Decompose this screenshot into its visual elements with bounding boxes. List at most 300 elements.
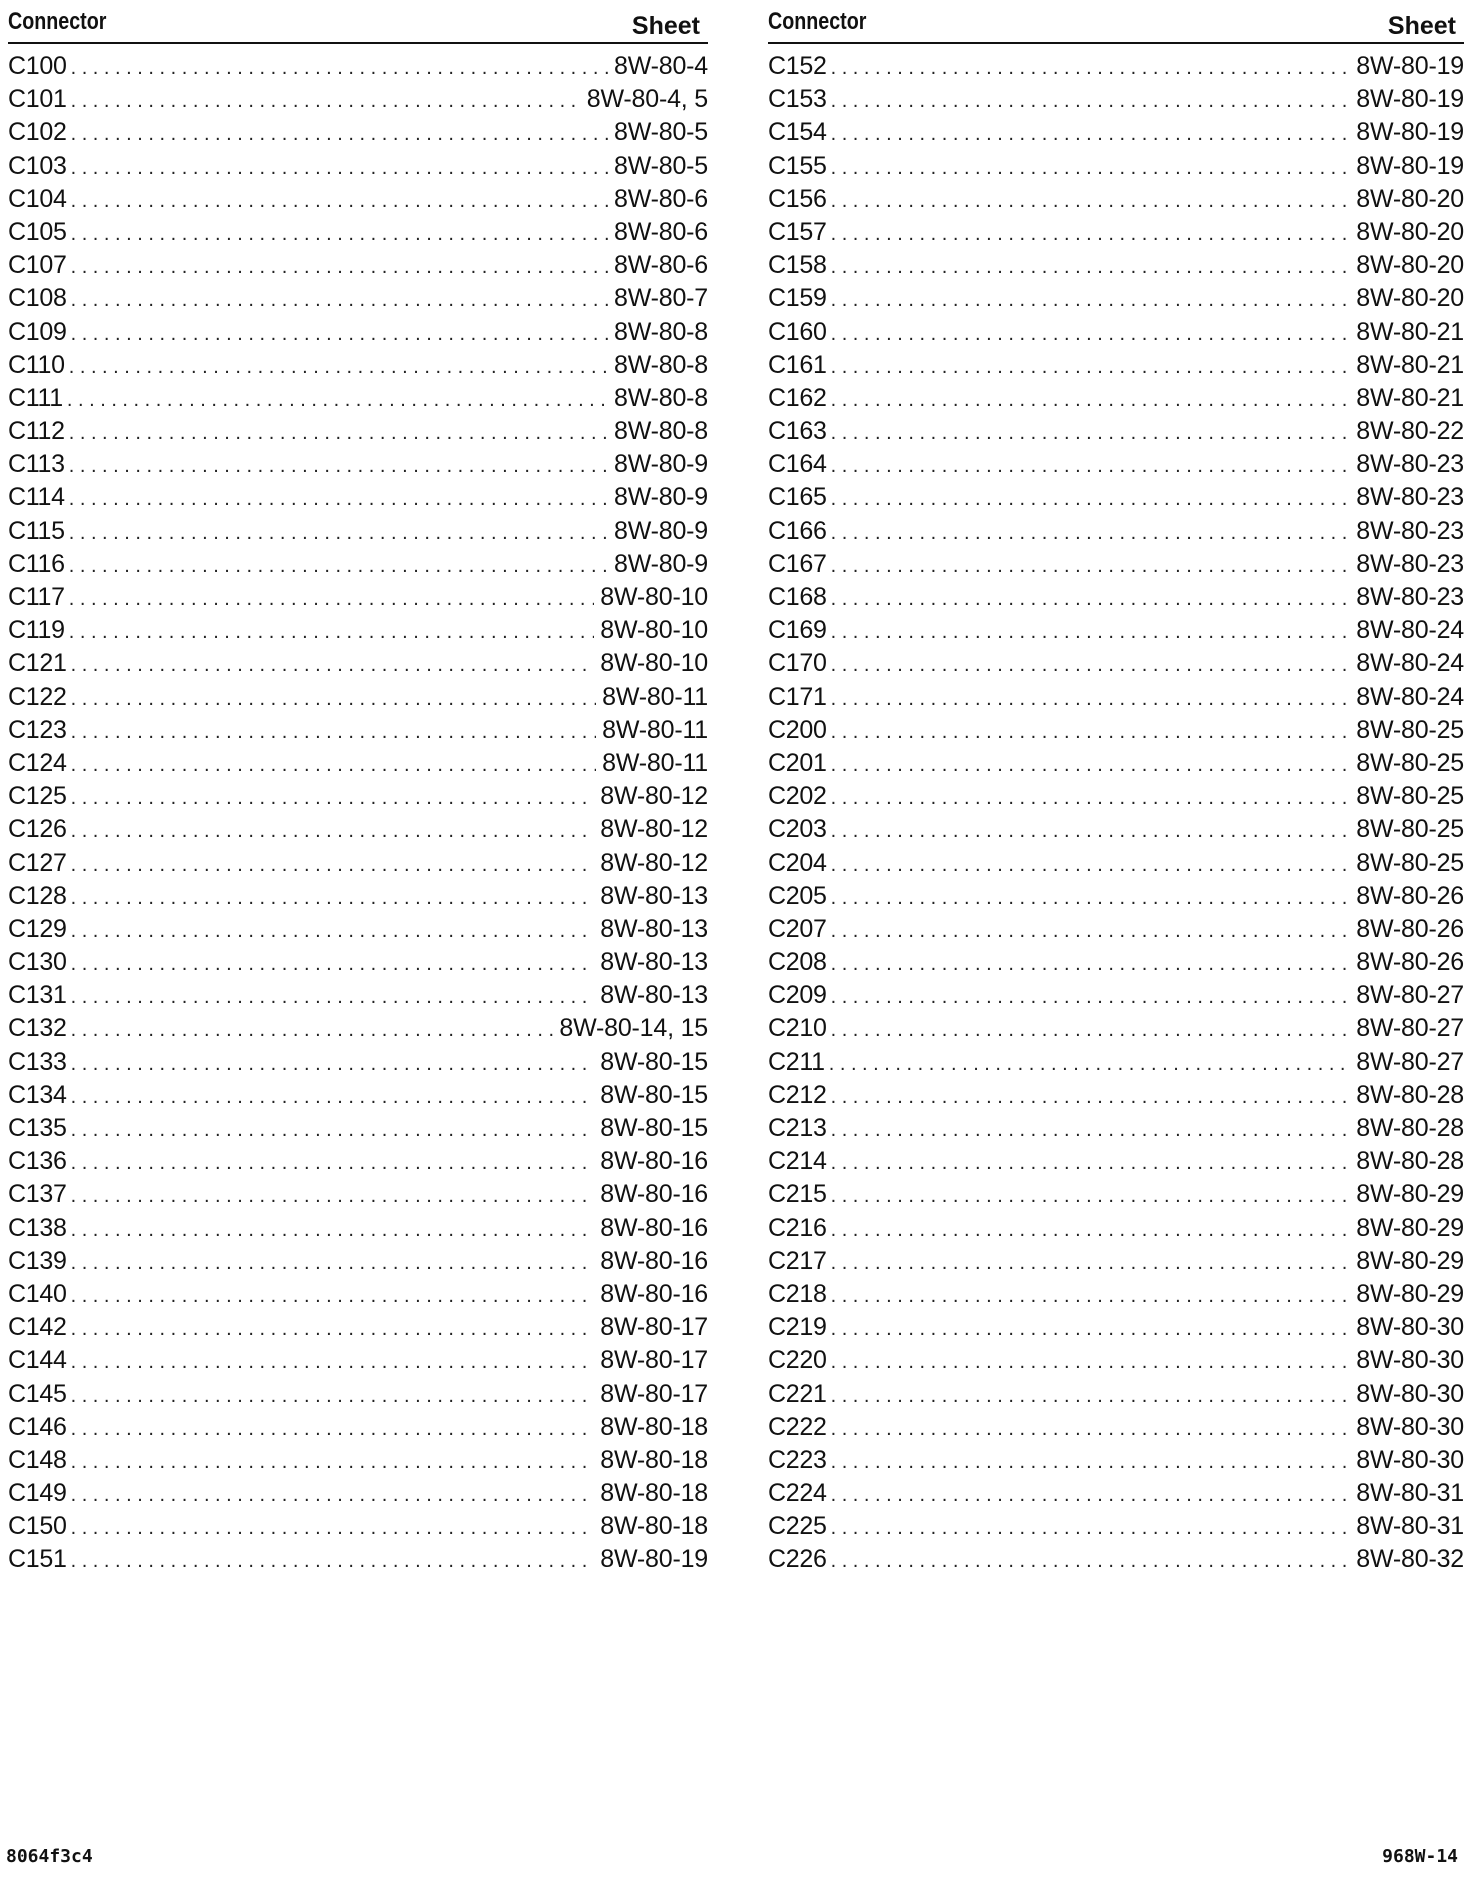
dot-leader	[831, 152, 1351, 183]
sheet-reference: 8W-80-28	[1356, 1114, 1464, 1142]
connector-row	[768, 1245, 1464, 1278]
dot-leader	[71, 1512, 595, 1543]
sheet-reference: 8W-80-23	[1356, 549, 1464, 578]
dot-leader	[71, 1313, 595, 1344]
dot-leader	[831, 1446, 1351, 1477]
connector-row	[8, 780, 708, 813]
connector-id: C134	[8, 1080, 67, 1109]
connector-row	[768, 382, 1464, 415]
connector-id: C225	[768, 1512, 827, 1541]
sheet-reference: 8W-80-32	[1356, 1545, 1464, 1574]
connector-row	[768, 1378, 1464, 1411]
connector-row	[768, 581, 1464, 614]
connector-row	[8, 548, 708, 581]
sheet-reference: 8W-80-30	[1356, 1313, 1464, 1342]
connector-row	[8, 847, 708, 880]
dot-leader	[71, 915, 595, 946]
connector-id: C126	[8, 815, 67, 844]
connector-id: C131	[8, 981, 67, 1010]
sheet-reference: 8W-80-8	[613, 417, 708, 446]
connector-row	[8, 714, 708, 747]
dot-leader	[71, 85, 581, 116]
footer-page-number: 968W-14	[1382, 1846, 1458, 1867]
connector-id: C107	[8, 251, 67, 280]
sheet-reference: 8W-80-9	[613, 450, 708, 479]
dot-leader	[831, 749, 1351, 780]
dot-leader	[71, 1014, 554, 1045]
connector-row	[8, 481, 708, 514]
dot-leader	[69, 417, 608, 448]
connector-id: C109	[8, 317, 67, 346]
connector-id: C203	[768, 815, 827, 844]
connector-id: C222	[768, 1412, 827, 1441]
dot-leader	[831, 517, 1351, 548]
sheet-reference: 8W-80-15	[600, 1047, 708, 1076]
dot-leader	[69, 583, 595, 614]
dot-leader	[831, 185, 1351, 216]
sheet-reference: 8W-80-25	[1356, 715, 1464, 744]
sheet-reference: 8W-80-19	[600, 1545, 708, 1574]
connector-id: C169	[768, 616, 827, 645]
dot-leader	[71, 1346, 595, 1377]
sheet-reference: 8W-80-11	[602, 715, 708, 744]
connector-id: C105	[8, 217, 67, 246]
dot-leader	[71, 152, 608, 183]
connector-id: C122	[8, 682, 67, 711]
dot-leader	[831, 1180, 1351, 1211]
sheet-reference: 8W-80-14, 15	[559, 1014, 708, 1043]
connector-row	[8, 1112, 708, 1145]
sheet-reference: 8W-80-18	[600, 1445, 708, 1474]
connector-row	[8, 1378, 708, 1411]
sheet-reference: 8W-80-17	[600, 1313, 708, 1342]
connector-row	[8, 1444, 708, 1477]
connector-id: C207	[768, 914, 827, 943]
connector-row	[8, 1046, 708, 1079]
sheet-reference: 8W-80-6	[613, 217, 708, 246]
connector-id: C217	[768, 1246, 827, 1275]
sheet-reference: 8W-80-25	[1356, 815, 1464, 844]
dot-leader	[71, 649, 595, 680]
connector-id: C119	[8, 616, 65, 645]
dot-leader	[71, 52, 608, 83]
connector-row	[8, 913, 708, 946]
connector-id: C216	[768, 1213, 827, 1242]
dot-leader	[71, 882, 595, 913]
connector-id: C211	[768, 1047, 825, 1076]
connector-id: C170	[768, 649, 827, 678]
connector-id: C202	[768, 782, 827, 811]
dot-leader	[71, 1545, 595, 1576]
connector-id: C124	[8, 748, 67, 777]
sheet-reference: 8W-80-24	[1356, 616, 1464, 645]
connector-row	[768, 681, 1464, 714]
dot-leader	[71, 948, 595, 979]
sheet-reference: 8W-80-15	[600, 1114, 708, 1142]
dot-leader	[831, 782, 1351, 813]
connector-id: C110	[8, 350, 65, 379]
dot-leader	[71, 1280, 595, 1311]
sheet-reference: 8W-80-16	[600, 1147, 708, 1176]
dot-leader	[71, 1446, 595, 1477]
sheet-reference: 8W-80-30	[1356, 1379, 1464, 1408]
connector-row	[8, 349, 708, 382]
connector-row	[768, 548, 1464, 581]
dot-leader	[71, 1214, 595, 1245]
dot-leader	[831, 1346, 1351, 1377]
sheet-reference: 8W-80-23	[1356, 450, 1464, 479]
dot-leader	[831, 284, 1351, 315]
sheet-reference: 8W-80-26	[1356, 881, 1464, 910]
connector-row	[8, 880, 708, 913]
dot-leader	[71, 815, 595, 846]
connector-id: C153	[768, 85, 827, 114]
sheet-reference: 8W-80-31	[1356, 1479, 1464, 1508]
connector-id: C137	[8, 1180, 67, 1209]
connector-row	[768, 1145, 1464, 1178]
connector-row	[768, 1510, 1464, 1543]
sheet-reference: 8W-80-9	[613, 483, 708, 512]
connector-id: C136	[8, 1147, 67, 1176]
sheet-reference: 8W-80-7	[613, 284, 708, 313]
connector-id: C163	[768, 417, 827, 446]
dot-leader	[831, 1512, 1351, 1543]
connector-id: C121	[8, 649, 67, 678]
connector-id: C219	[768, 1313, 827, 1342]
connector-row	[768, 1012, 1464, 1045]
connector-id: C161	[768, 350, 827, 379]
connector-row	[768, 813, 1464, 846]
dot-leader	[71, 218, 608, 249]
connector-id: C135	[8, 1114, 67, 1142]
sheet-header: Sheet	[631, 12, 700, 40]
dot-leader	[831, 1247, 1351, 1278]
connector-id: C168	[768, 583, 827, 611]
dot-leader	[831, 318, 1351, 349]
sheet-reference: 8W-80-9	[613, 516, 708, 545]
dot-leader	[71, 118, 608, 149]
sheet-reference: 8W-80-22	[1356, 417, 1464, 446]
sheet-reference: 8W-80-15	[600, 1080, 708, 1109]
dot-leader	[831, 1545, 1351, 1576]
connector-row	[8, 1145, 708, 1178]
connector-id: C201	[768, 748, 827, 777]
connector-row	[768, 1477, 1464, 1510]
connector-row	[8, 216, 708, 249]
sheet-reference: 8W-80-24	[1356, 682, 1464, 711]
dot-leader	[71, 1479, 595, 1510]
sheet-reference: 8W-80-6	[613, 251, 708, 280]
sheet-reference: 8W-80-29	[1356, 1213, 1464, 1242]
sheet-reference: 8W-80-21	[1356, 383, 1464, 412]
connector-row	[8, 747, 708, 780]
dot-leader	[831, 118, 1351, 149]
sheet-reference: 8W-80-21	[1356, 350, 1464, 379]
dot-leader	[71, 1048, 595, 1079]
connector-row	[768, 415, 1464, 448]
connector-row	[768, 316, 1464, 349]
column-header	[768, 0, 1464, 44]
connector-id: C125	[8, 782, 67, 811]
sheet-reference: 8W-80-13	[600, 914, 708, 943]
sheet-reference: 8W-80-8	[613, 383, 708, 412]
connector-id: C208	[768, 948, 827, 977]
connector-id: C223	[768, 1445, 827, 1474]
connector-id: C167	[768, 549, 827, 578]
sheet-reference: 8W-80-4	[613, 52, 708, 80]
connector-header: Connector	[768, 8, 867, 35]
dot-leader	[831, 384, 1351, 415]
connector-row	[8, 1245, 708, 1278]
connector-row	[768, 913, 1464, 946]
connector-id: C129	[8, 914, 67, 943]
connector-id: C156	[768, 184, 827, 213]
sheet-reference: 8W-80-19	[1356, 85, 1464, 114]
sheet-reference: 8W-80-20	[1356, 284, 1464, 313]
dot-leader	[831, 1413, 1351, 1444]
connector-id: C148	[8, 1445, 67, 1474]
connector-id: C171	[768, 682, 827, 711]
sheet-reference: 8W-80-19	[1356, 151, 1464, 180]
connector-row	[768, 1311, 1464, 1344]
sheet-reference: 8W-80-8	[613, 350, 708, 379]
connector-header: Connector	[8, 8, 107, 35]
connector-row	[8, 647, 708, 680]
dot-leader	[831, 1081, 1351, 1112]
connector-row	[768, 183, 1464, 216]
connector-row	[768, 614, 1464, 647]
sheet-reference: 8W-80-27	[1356, 1014, 1464, 1043]
sheet-reference: 8W-80-18	[600, 1412, 708, 1441]
connector-row	[8, 116, 708, 149]
dot-leader	[71, 1380, 595, 1411]
connector-row	[8, 614, 708, 647]
connector-row	[8, 150, 708, 183]
dot-leader	[831, 583, 1351, 614]
connector-row	[768, 116, 1464, 149]
connector-id: C162	[768, 383, 827, 412]
connector-row	[8, 83, 708, 116]
sheet-reference: 8W-80-11	[602, 748, 708, 777]
connector-row	[8, 1477, 708, 1510]
connector-id: C221	[768, 1379, 827, 1408]
connector-id: C113	[8, 450, 65, 479]
connector-row	[8, 183, 708, 216]
dot-leader	[69, 517, 608, 548]
connector-row	[768, 1079, 1464, 1112]
connector-id: C130	[8, 948, 67, 977]
dot-leader	[831, 683, 1351, 714]
dot-leader	[71, 683, 597, 714]
connector-row	[768, 216, 1464, 249]
sheet-reference: 8W-80-4, 5	[586, 85, 708, 114]
dot-leader	[831, 218, 1351, 249]
dot-leader	[831, 649, 1351, 680]
sheet-reference: 8W-80-8	[613, 317, 708, 346]
dot-leader	[71, 1180, 595, 1211]
connector-id: C200	[768, 715, 827, 744]
connector-id: C220	[768, 1346, 827, 1375]
connector-row	[8, 1012, 708, 1045]
connector-list	[768, 50, 1464, 1577]
connector-row	[768, 1112, 1464, 1145]
connector-id: C215	[768, 1180, 827, 1209]
sheet-header: Sheet	[1387, 12, 1456, 40]
connector-row	[768, 1411, 1464, 1444]
connector-row	[768, 780, 1464, 813]
dot-leader	[67, 384, 608, 415]
sheet-reference: 8W-80-27	[1356, 1047, 1464, 1076]
connector-row	[768, 448, 1464, 481]
dot-leader	[831, 981, 1351, 1012]
sheet-reference: 8W-80-29	[1356, 1246, 1464, 1275]
connector-row	[8, 1411, 708, 1444]
connector-row	[768, 1278, 1464, 1311]
connector-id: C204	[768, 848, 827, 877]
connector-id: C100	[8, 52, 67, 80]
connector-id: C103	[8, 151, 67, 180]
sheet-reference: 8W-80-28	[1356, 1147, 1464, 1176]
connector-row	[8, 1278, 708, 1311]
connector-row	[768, 880, 1464, 913]
connector-id: C209	[768, 981, 827, 1010]
dot-leader	[831, 1380, 1351, 1411]
connector-row	[8, 1510, 708, 1543]
dot-leader	[831, 882, 1351, 913]
connector-id: C139	[8, 1246, 67, 1275]
dot-leader	[71, 185, 608, 216]
connector-row	[8, 1344, 708, 1377]
dot-leader	[831, 483, 1351, 514]
sheet-reference: 8W-80-26	[1356, 948, 1464, 977]
dot-leader	[831, 948, 1351, 979]
connector-id: C157	[768, 217, 827, 246]
sheet-reference: 8W-80-6	[613, 184, 708, 213]
connector-row	[768, 847, 1464, 880]
dot-leader	[831, 417, 1351, 448]
sheet-reference: 8W-80-26	[1356, 914, 1464, 943]
dot-leader	[831, 1313, 1351, 1344]
connector-row	[8, 979, 708, 1012]
connector-id: C108	[8, 284, 67, 313]
connector-row	[8, 415, 708, 448]
sheet-reference: 8W-80-16	[600, 1279, 708, 1308]
connector-row	[768, 946, 1464, 979]
dot-leader	[831, 616, 1351, 647]
connector-id: C155	[768, 151, 827, 180]
dot-leader	[831, 1479, 1351, 1510]
dot-leader	[831, 1147, 1351, 1178]
sheet-reference: 8W-80-27	[1356, 981, 1464, 1010]
dot-leader	[829, 1048, 1351, 1079]
connector-id: C154	[768, 118, 827, 147]
dot-leader	[69, 351, 608, 382]
sheet-reference: 8W-80-5	[613, 151, 708, 180]
sheet-reference: 8W-80-30	[1356, 1412, 1464, 1441]
footer-code-left: 8064f3c4	[6, 1846, 93, 1867]
connector-id: C117	[8, 583, 65, 611]
connector-id: C112	[8, 417, 65, 446]
connector-id: C166	[768, 516, 827, 545]
connector-index-right-column	[768, 0, 1464, 1577]
connector-row	[8, 581, 708, 614]
connector-id: C145	[8, 1379, 67, 1408]
connector-row	[768, 83, 1464, 116]
connector-row	[8, 50, 708, 83]
connector-id: C133	[8, 1047, 67, 1076]
sheet-reference: 8W-80-23	[1356, 483, 1464, 512]
sheet-reference: 8W-80-12	[600, 848, 708, 877]
sheet-reference: 8W-80-10	[600, 583, 708, 611]
dot-leader	[831, 1114, 1351, 1145]
sheet-reference: 8W-80-20	[1356, 217, 1464, 246]
sheet-reference: 8W-80-13	[600, 881, 708, 910]
connector-row	[8, 1311, 708, 1344]
connector-row	[768, 481, 1464, 514]
sheet-reference: 8W-80-13	[600, 948, 708, 977]
sheet-reference: 8W-80-29	[1356, 1180, 1464, 1209]
connector-id: C140	[8, 1279, 67, 1308]
connector-row	[768, 714, 1464, 747]
dot-leader	[71, 284, 608, 315]
connector-row	[8, 1543, 708, 1576]
column-header	[8, 0, 708, 44]
connector-id: C146	[8, 1412, 67, 1441]
connector-row	[8, 946, 708, 979]
sheet-reference: 8W-80-16	[600, 1180, 708, 1209]
dot-leader	[71, 749, 597, 780]
sheet-reference: 8W-80-5	[613, 118, 708, 147]
sheet-reference: 8W-80-18	[600, 1512, 708, 1541]
sheet-reference: 8W-80-16	[600, 1246, 708, 1275]
connector-id: C127	[8, 848, 67, 877]
connector-row	[768, 349, 1464, 382]
sheet-reference: 8W-80-20	[1356, 184, 1464, 213]
connector-row	[768, 50, 1464, 83]
connector-id: C205	[768, 881, 827, 910]
connector-id: C213	[768, 1114, 827, 1142]
connector-id: C218	[768, 1279, 827, 1308]
connector-id: C116	[8, 549, 65, 578]
connector-row	[8, 1178, 708, 1211]
sheet-reference: 8W-80-16	[600, 1213, 708, 1242]
dot-leader	[831, 52, 1351, 83]
connector-row	[8, 382, 708, 415]
connector-id: C149	[8, 1479, 67, 1508]
dot-leader	[71, 1247, 595, 1278]
connector-row	[768, 282, 1464, 315]
connector-id: C104	[8, 184, 67, 213]
connector-id: C164	[768, 450, 827, 479]
connector-id: C224	[768, 1479, 827, 1508]
dot-leader	[71, 1147, 595, 1178]
connector-row	[8, 681, 708, 714]
sheet-reference: 8W-80-28	[1356, 1080, 1464, 1109]
connector-id: C138	[8, 1213, 67, 1242]
connector-id: C132	[8, 1014, 67, 1043]
connector-row	[768, 1212, 1464, 1245]
connector-row	[768, 1344, 1464, 1377]
dot-leader	[69, 550, 608, 581]
sheet-reference: 8W-80-23	[1356, 516, 1464, 545]
dot-leader	[69, 483, 608, 514]
dot-leader	[71, 251, 608, 282]
connector-id: C144	[8, 1346, 67, 1375]
connector-id: C101	[8, 85, 67, 114]
connector-id: C212	[768, 1080, 827, 1109]
connector-id: C152	[768, 52, 827, 80]
sheet-reference: 8W-80-19	[1356, 118, 1464, 147]
